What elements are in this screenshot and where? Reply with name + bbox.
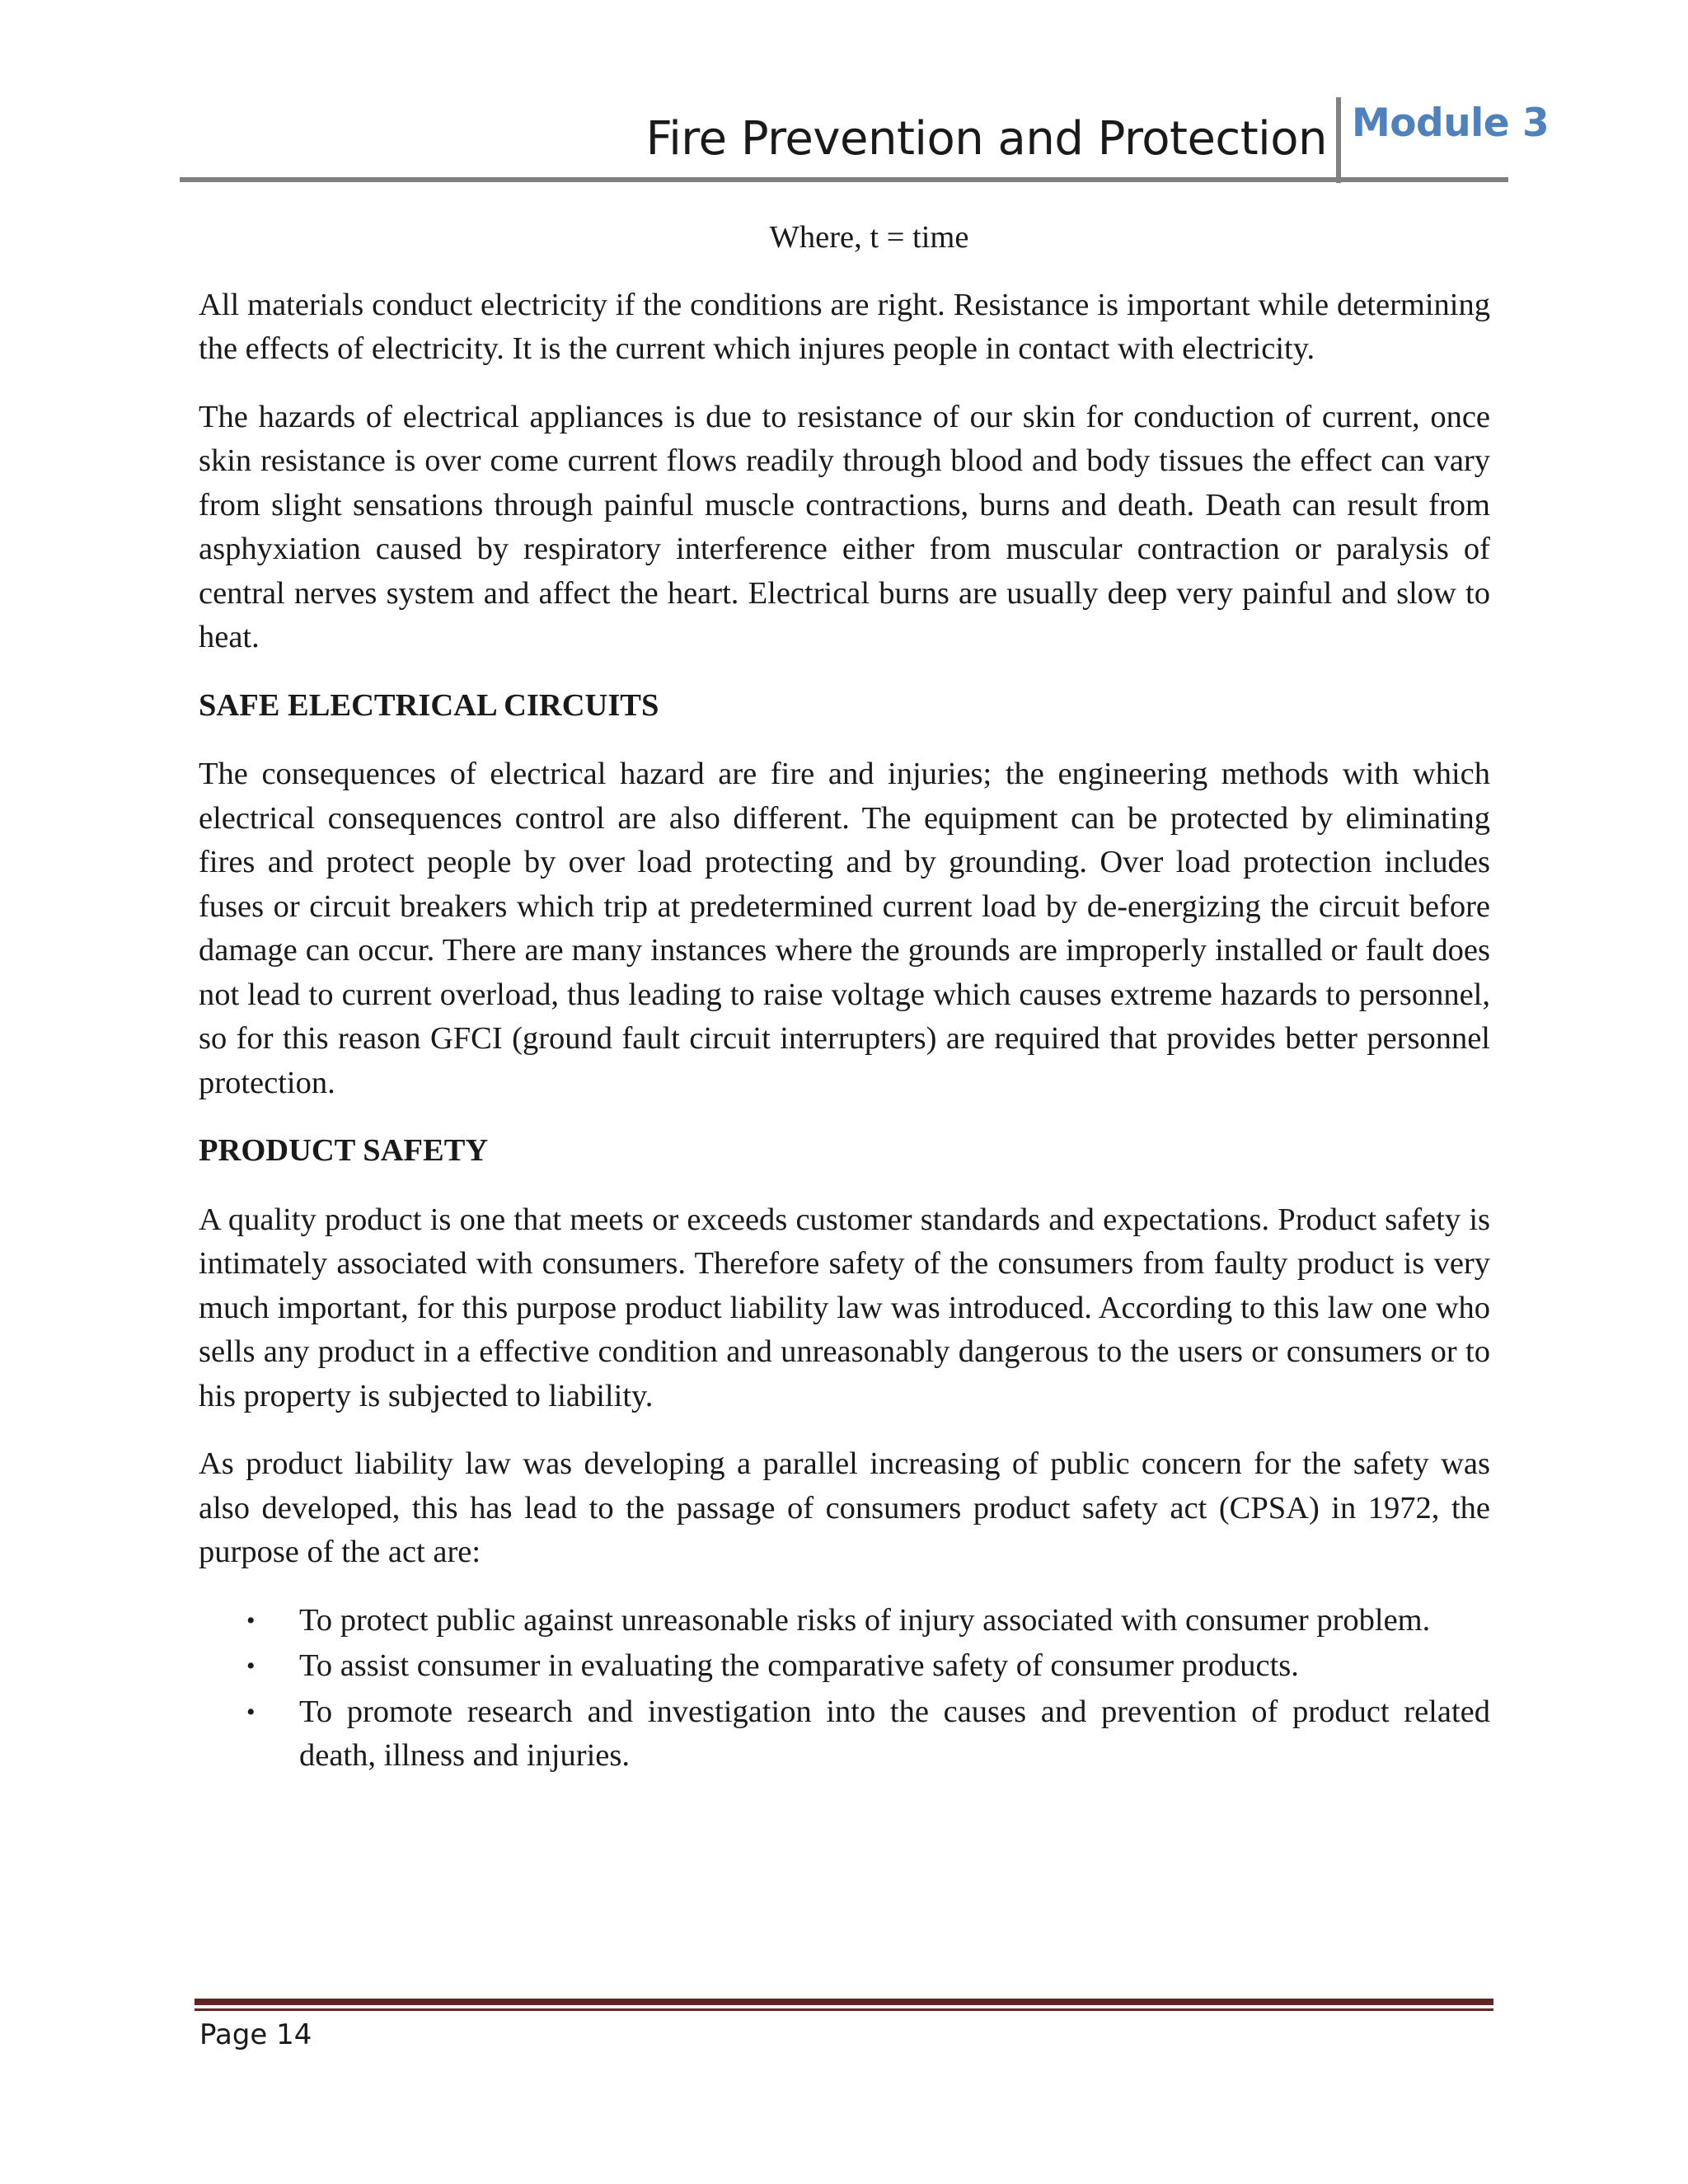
bullet-icon: •: [246, 1606, 256, 1634]
list-item: [199, 1690, 1490, 1779]
paragraph-product-quality: A quality product is one that meets or exceeds customer standards and expectations. Product safety is intimately associated with consumers. Therefore safety of the consumers from faulty product is very much important, for this purpose product liability law was introduced. According to this law one who sells any product in a effective condition and unreasonably dangerous to the users or consumers or to his property is subjected to liability.: [199, 1202, 1490, 1413]
header-divider: [1336, 97, 1341, 183]
page-number: Page 14: [199, 2018, 312, 2051]
paragraph-conductivity: All materials conduct electricity if the conditions are right. Resistance is important while determining the effects of electricity. It is the current which injures people in contact with electricity.: [199, 287, 1490, 366]
header-rule: [180, 177, 1508, 182]
list-item-text: To protect public against unreasonable risks of injury associated with consumer problem.: [299, 1602, 1431, 1638]
list-item-text: To assist consumer in evaluating the comparative safety of consumer products.: [299, 1648, 1299, 1683]
paragraph-hazards: The hazards of electrical appliances is due to resistance of our skin for conduction of current, once skin resistance is over come current flows readily through blood and body tissues the effect can vary from slight sensations through painful muscle contractions, burns and death. Death can result from asphyxiation caused by respiratory interference either from muscular contraction or paralysis of central nerves system and affect the heart. Electrical burns are usually deep very painful and slow to heat.: [199, 399, 1490, 654]
list-item-text: To promote research and investigation into the causes and prevention of product related death, illness and injuries.: [299, 1694, 1490, 1773]
module-label: Module 3: [1352, 101, 1550, 146]
bullet-icon: •: [246, 1698, 256, 1726]
heading-product-safety: PRODUCT SAFETY: [199, 1133, 489, 1168]
footer-rule-thin: [195, 2008, 1493, 2011]
paragraph-safe-circuits: The consequences of electrical hazard are fire and injuries; the engineering methods with which electrical consequences control are also different. The equipment can be protected by eliminating fires and protect people by over load protecting and by grounding. Over load protection includes fuses or circuit breakers which trip at predetermined current load by de-energizing the circuit before damage can occur. There are many instances where the grounds are improperly installed or fault does not lead to current overload, thus leading to raise voltage which causes extreme hazards to personnel, so for this reason GFCI (ground fault circuit interrupters) are required that provides better personnel protection.: [199, 757, 1490, 1100]
cpsa-purpose-list: [199, 1599, 1490, 1779]
list-item: [199, 1599, 1490, 1643]
bullet-icon: •: [246, 1652, 256, 1680]
footer-rule: [195, 1999, 1493, 2005]
paragraph-product-liability: As product liability law was developing a parallel increasing of public concern for the safety was also developed, this has lead to the passage of consumers product safety act (CPSA) in 1972, the purpose of the act are:: [199, 1446, 1490, 1569]
equation-note: Where, t = time: [769, 220, 969, 255]
heading-safe-electrical-circuits: SAFE ELECTRICAL CIRCUITS: [199, 687, 659, 723]
page-body: [199, 216, 1490, 1780]
list-item: [199, 1644, 1490, 1689]
header-title: Fire Prevention and Protection: [645, 112, 1327, 166]
